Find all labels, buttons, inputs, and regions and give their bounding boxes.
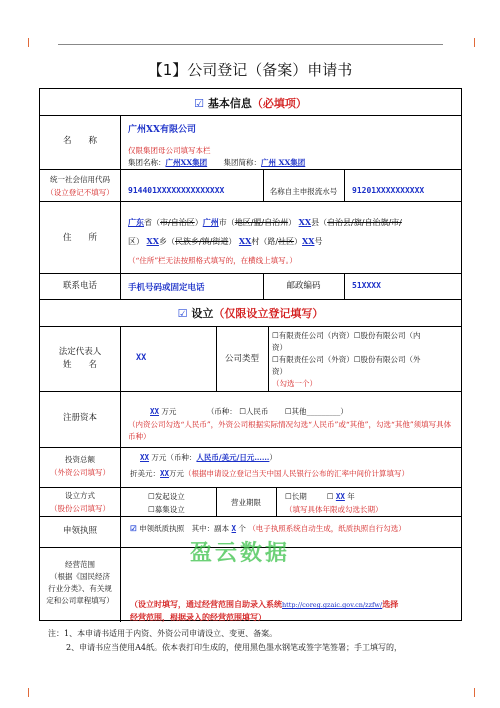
- watermark: 盈云数据: [190, 541, 291, 566]
- basic-info-header: ☑ 基本信息（必填项）: [194, 97, 307, 110]
- address-value[interactable]: 广东省（市/自治区）广州市（地区/盟/自治州） XX县（自治县/旗/自治旗/市/ 区） XX乡（民族乡/镇/街道） XX村（路/社区）XX号 （“住所”栏无法按照格式填写的，在横线上填写。）: [128, 217, 402, 265]
- legal-rep-value[interactable]: XX: [136, 353, 147, 363]
- self-no-value[interactable]: 91201XXXXXXXXXX: [352, 186, 425, 195]
- investment-label: 投资总额 （外资公司填写）: [50, 455, 110, 477]
- group-short-value[interactable]: 广州 XX集团: [261, 158, 306, 167]
- group-note: 仅限集团母公司填写本栏: [128, 146, 211, 155]
- credit-code-label: 统一社会信用代码 （设立登记不填写）: [46, 175, 114, 197]
- address-note: （“住所”栏无法按照格式填写的，在横线上填写。）: [128, 256, 297, 265]
- note-2: 2、申请书应当使用A4纸。依本表打印生成的，使用黑色墨水钢笔或签字笔签署；手工填写的，: [66, 643, 402, 652]
- corner-mark-bottom-right: [474, 688, 475, 697]
- setup-header: ☑ 设立（仅限设立登记填写）: [177, 307, 324, 320]
- usd-row[interactable]: 折美元：XX万元（根据申请设立登记当天中国人民银行公布的汇率中间价计算填写）: [130, 469, 410, 478]
- company-type-label: 公司类型: [224, 354, 259, 364]
- license-checkbox-icon: ☑: [130, 524, 137, 533]
- address-label: 住 所: [62, 233, 97, 243]
- method-options[interactable]: ☐发起设立 ☐募集设立: [148, 492, 185, 514]
- credit-code-value[interactable]: 914401XXXXXXXXXXXXXX: [128, 186, 225, 195]
- header-rule: [58, 44, 443, 45]
- term-options[interactable]: ☐长期 ☐ XX 年 （填写具体年限或勾选长期）: [285, 492, 383, 514]
- phone-label: 联系电话: [62, 281, 97, 291]
- group-name-value[interactable]: 广州XX集团: [165, 158, 208, 167]
- capital-note: （内资公司勾选“人民币”，外资公司根据实际情况勾选“人民币”或“其他”，勾选“其他”须填写具体币种）: [128, 420, 452, 441]
- corner-mark-right: [474, 38, 475, 47]
- postcode-value[interactable]: 51XXXX: [352, 281, 381, 290]
- company-type-options[interactable]: ☐有限责任公司（内资）☐股份有限公司（内 资） ☐有限责任公司（外资）☐股份有限公司（外 资） （勾选一个）: [272, 331, 421, 388]
- legal-rep-label: 法定代表人 姓 名: [58, 347, 102, 370]
- license-label: 申领执照: [62, 526, 97, 536]
- postcode-label: 邮政编码: [286, 281, 321, 291]
- phone-value[interactable]: 手机号码或固定电话: [128, 283, 205, 293]
- scope-note[interactable]: （设立时填写，通过经营范围自助录入系统http://coreg.gzaic.gov.cn/zzfw/选择 经营范围，根据录入的经营范围填写）: [130, 599, 399, 622]
- note-1: 注：1、本申请书适用于内资、外资公司申请设立、变更、备案。: [48, 629, 278, 638]
- corner-mark-left: [28, 38, 29, 47]
- corner-mark-bottom-left: [28, 688, 29, 697]
- name-label: 名 称: [62, 136, 97, 146]
- setup-checkbox-icon[interactable]: ☑: [177, 307, 188, 320]
- license-row[interactable]: ☑ 申领纸质执照 其中：副本 X 个 （电子执照系统自动生成，纸质执照自行勾选）: [130, 524, 406, 533]
- company-name-value[interactable]: 广州XX有限公司: [128, 125, 196, 135]
- scope-label: 经营范围 （根据《国民经济 行业分类》、有关规 定和公司章程填写）: [46, 560, 114, 605]
- term-label: 营业期限: [231, 498, 261, 507]
- capital-row[interactable]: XX 万元 （币种： ☐人民币 ☐其他_________）: [150, 407, 348, 416]
- self-no-label: 名称自主申报流水号: [269, 187, 338, 196]
- method-label: 设立方式 （股份公司填写）: [50, 491, 110, 513]
- basic-info-checkbox-icon[interactable]: ☑: [194, 97, 205, 110]
- group-name-row: 集团名称：广州XX集团 集团简称：广州 XX集团: [128, 158, 306, 167]
- capital-label: 注册资本: [62, 413, 97, 423]
- investment-row[interactable]: XX 万元（币种：人民币/美元/日元……）: [140, 453, 277, 462]
- scope-link: http://coreg.gzaic.gov.cn/zzfw/: [282, 601, 383, 609]
- page-title: 【1】公司登记（备案）申请书: [147, 61, 353, 79]
